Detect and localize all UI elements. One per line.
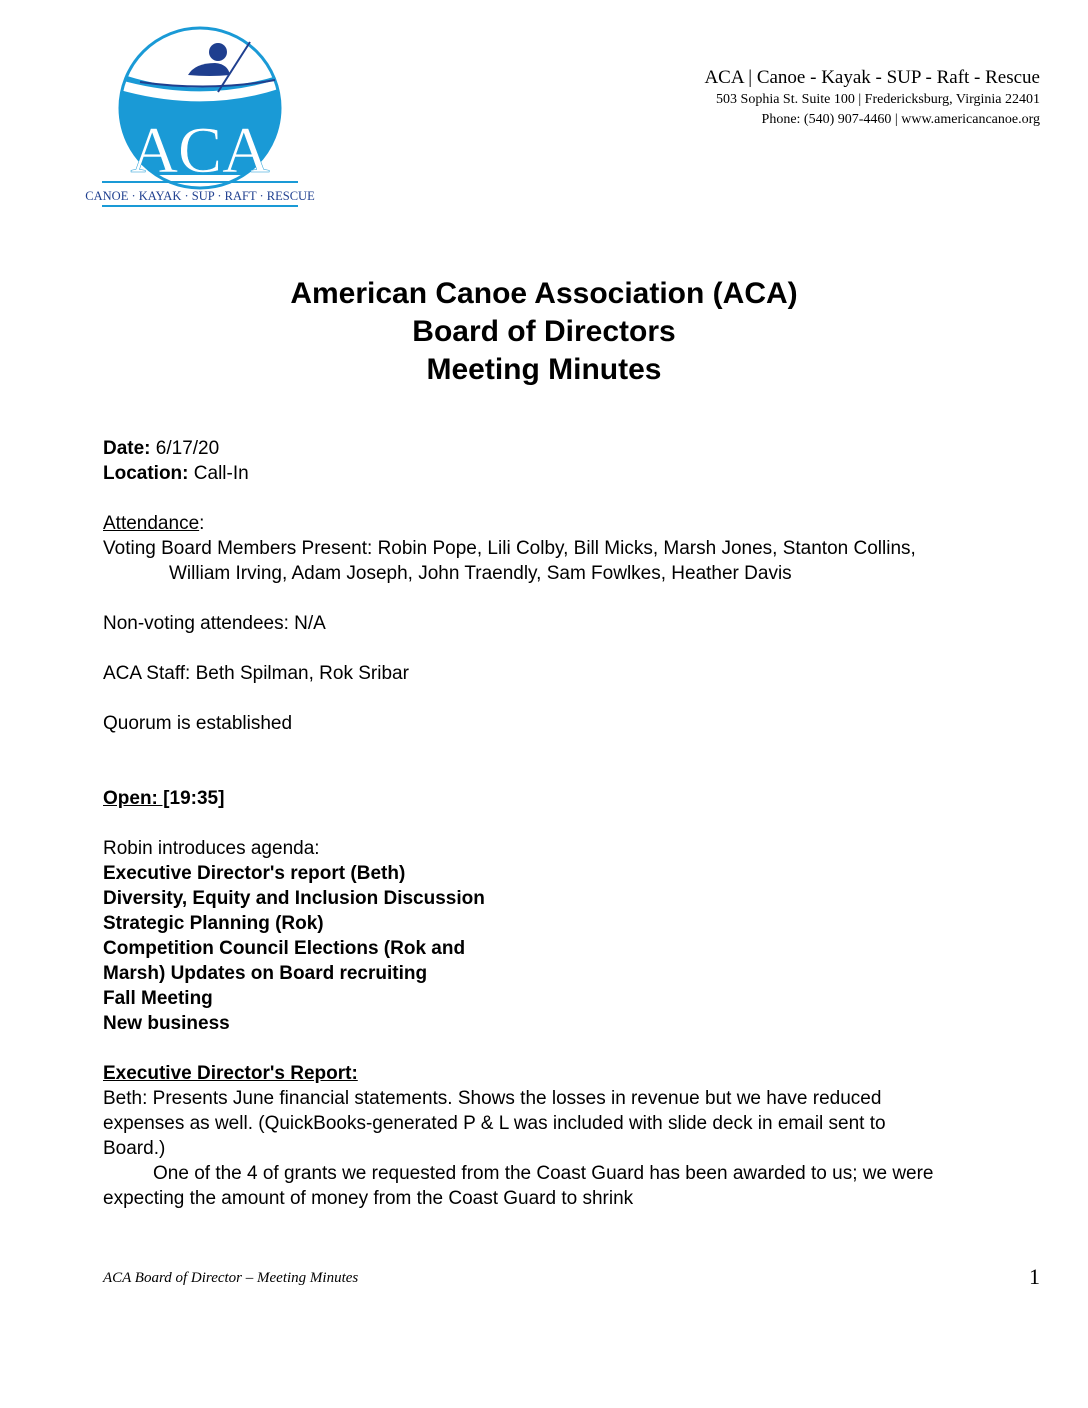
- agenda-item: Diversity, Equity and Inclusion Discussion: [103, 888, 485, 909]
- exec-report-paragraph: One of the 4 of grants we requested from the Coast Guard has been awarded to us; we were expecting the amount of money from the Coast Guard to shrink: [103, 1163, 934, 1209]
- title-line-board: Board of Directors: [412, 315, 676, 348]
- page-number: 1: [1029, 1264, 1040, 1289]
- aca-staff: ACA Staff: Beth Spilman, Rok Sribar: [103, 663, 409, 684]
- agenda-item: Competition Council Elections (Rok and: [103, 938, 466, 959]
- exec-report-heading: Executive Director's Report:: [103, 1063, 358, 1084]
- svg-text:CANOE · KAYAK · SUP · RAFT · R: CANOE · KAYAK · SUP · RAFT · RESCUE: [85, 189, 315, 203]
- document-title: [0, 275, 1088, 389]
- minutes-body: [103, 436, 1043, 1211]
- quorum-status: Quorum is established: [103, 713, 293, 734]
- letterhead-org-line: ACA | Canoe - Kayak - SUP - Raft - Rescue: [704, 67, 1040, 88]
- agenda-item: New business: [103, 1013, 230, 1034]
- open-time: 19:35]: [169, 788, 225, 809]
- location-value: Call-In: [188, 463, 249, 484]
- non-voting-attendees: Non-voting attendees: N/A: [103, 613, 326, 634]
- agenda-item: Strategic Planning (Rok): [103, 913, 324, 934]
- letterhead: [704, 66, 1040, 130]
- agenda-item: Marsh) Updates on Board recruiting: [103, 963, 428, 984]
- exec-report-paragraph: Beth: Presents June financial statements. Shows the losses in revenue but we have reduced expenses as well. (QuickBooks-generated P & L was included with slide deck in email sent to Board.): [103, 1088, 886, 1159]
- letterhead-contact: Phone: (540) 907-4460 | www.americancanoe.org: [761, 112, 1040, 127]
- date-value: 6/17/20: [150, 438, 220, 459]
- agenda-item: Fall Meeting: [103, 988, 213, 1009]
- date-label: Date:: [103, 438, 151, 459]
- voting-members-line-1: Voting Board Members Present: Robin Pope, Lili Colby, Bill Micks, Marsh Jones, Stanton Collins,: [103, 538, 916, 559]
- voting-members-line-2: William Irving, Adam Joseph, John Traendly, Sam Fowlkes, Heather Davis: [169, 563, 792, 584]
- letterhead-address: 503 Sophia St. Suite 100 | Fredericksburg, Virginia 22401: [716, 92, 1040, 107]
- footer-text: ACA Board of Director – Meeting Minutes: [103, 1270, 359, 1286]
- open-heading: Open: [19:35]: [103, 788, 225, 809]
- title-line-org: American Canoe Association (ACA): [290, 277, 798, 310]
- location-label: Location:: [103, 463, 189, 484]
- date-line: [103, 436, 1043, 461]
- svg-text:ACA: ACA: [130, 114, 270, 187]
- kayaker-logo-icon: [85, 30, 315, 210]
- title-line-minutes: Meeting Minutes: [426, 353, 662, 386]
- attendance-heading: Attendance:: [103, 513, 205, 534]
- page-footer: [103, 1264, 1040, 1289]
- agenda-intro: Robin introduces agenda:: [103, 838, 320, 859]
- location-line: [103, 461, 1043, 486]
- agenda-item: Executive Director's report (Beth): [103, 863, 406, 884]
- aca-logo: [85, 30, 315, 210]
